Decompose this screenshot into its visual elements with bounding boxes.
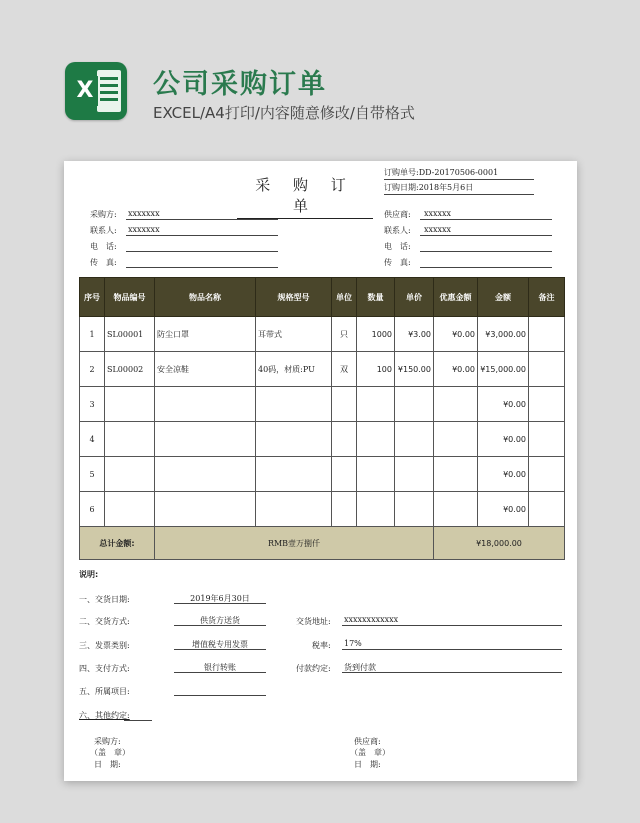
delivery-date-value[interactable]: 2019年6月30日 [190, 594, 250, 603]
cell-unit[interactable] [332, 422, 357, 457]
cell-item-code[interactable]: SL00001 [105, 317, 155, 352]
invoice-type-value[interactable]: 增值税专用发票 [192, 640, 248, 649]
cell-amount[interactable]: ¥0.00 [478, 422, 529, 457]
cell-item-name[interactable] [155, 422, 256, 457]
tax-rate-value[interactable]: 17% [344, 639, 362, 648]
header-item-name: 物品名称 [155, 278, 256, 317]
cell-discount[interactable] [434, 422, 478, 457]
header-discount: 优惠金额 [434, 278, 478, 317]
cell-unit-price[interactable] [395, 457, 434, 492]
buyer-signature-label: 采购方: [94, 737, 121, 746]
cell-quantity[interactable] [357, 457, 395, 492]
table-row [80, 492, 565, 527]
cell-item-code[interactable] [105, 387, 155, 422]
cell-amount[interactable]: ¥0.00 [478, 387, 529, 422]
delivery-address-value[interactable]: xxxxxxxxxxxx [344, 615, 399, 624]
document-title: 采 购 订 单 [237, 174, 373, 219]
buyer-fax-label: 传 真: [90, 258, 117, 267]
cell-unit[interactable]: 双 [332, 352, 357, 387]
payment-terms-value[interactable]: 货到付款 [344, 663, 376, 672]
total-row [80, 527, 565, 560]
payment-method-label: 四、支付方式: [79, 664, 130, 673]
order-date [384, 182, 473, 193]
header-unit-price: 单价 [395, 278, 434, 317]
cell-item-code[interactable] [105, 457, 155, 492]
cell-item-name[interactable] [155, 457, 256, 492]
cell-quantity[interactable] [357, 422, 395, 457]
supplier-signature-label: 供应商: [354, 737, 381, 746]
header-unit: 单位 [332, 278, 357, 317]
cell-index[interactable]: 5 [80, 457, 105, 492]
cell-item-name[interactable] [155, 492, 256, 527]
cell-item-code[interactable]: SL00002 [105, 352, 155, 387]
cell-amount[interactable]: ¥3,000.00 [478, 317, 529, 352]
order-number-value: DD-20170506-0001 [418, 168, 499, 177]
supplier-name-label: 供应商: [384, 210, 411, 219]
cell-quantity[interactable] [357, 492, 395, 527]
cell-unit-price[interactable] [395, 422, 434, 457]
cell-unit-price[interactable] [395, 492, 434, 527]
cell-index[interactable]: 6 [80, 492, 105, 527]
table-row [80, 387, 565, 422]
banner [0, 0, 640, 160]
cell-remark[interactable] [529, 457, 565, 492]
cell-item-code[interactable] [105, 422, 155, 457]
table-row [80, 422, 565, 457]
excel-icon [65, 62, 127, 120]
notes-heading: 说明: [79, 570, 99, 579]
cell-remark[interactable] [529, 387, 565, 422]
total-label: 总计金额: [80, 527, 155, 560]
cell-item-name[interactable] [155, 387, 256, 422]
supplier-fax-label: 传 真: [384, 258, 411, 267]
supplier-seal-label: （盖 章） [350, 748, 390, 757]
header-quantity: 数量 [357, 278, 395, 317]
cell-spec[interactable]: 耳带式 [256, 317, 332, 352]
cell-item-name[interactable]: 安全凉鞋 [155, 352, 256, 387]
cell-unit[interactable]: 只 [332, 317, 357, 352]
cell-discount[interactable]: ¥0.00 [434, 352, 478, 387]
cell-quantity[interactable]: 100 [357, 352, 395, 387]
project-label: 五、所属项目: [79, 687, 130, 696]
other-terms-label: 六、其他约定: [79, 711, 130, 720]
header-item-code: 物品编号 [105, 278, 155, 317]
cell-item-code[interactable] [105, 492, 155, 527]
banner-subtitle: EXCEL/A4打印/内容随意修改/自带格式 [153, 104, 415, 122]
cell-amount[interactable]: ¥0.00 [478, 492, 529, 527]
cell-remark[interactable] [529, 422, 565, 457]
table-row [80, 317, 565, 352]
total-amount-value[interactable]: ¥18,000.00 [434, 527, 565, 560]
buyer-contact-label: 联系人: [90, 226, 117, 235]
cell-unit-price[interactable]: ¥3.00 [395, 317, 434, 352]
table-row [80, 457, 565, 492]
cell-amount[interactable]: ¥15,000.00 [478, 352, 529, 387]
cell-remark[interactable] [529, 352, 565, 387]
cell-index[interactable]: 2 [80, 352, 105, 387]
cell-item-name[interactable]: 防尘口罩 [155, 317, 256, 352]
buyer-date-label: 日 期: [94, 760, 121, 769]
header-index: 序号 [80, 278, 105, 317]
table-header-row [80, 278, 565, 317]
payment-method-value[interactable]: 银行转账 [204, 663, 236, 672]
order-number-label: 订购单号: [384, 168, 419, 177]
supplier-contact-value[interactable]: xxxxxx [424, 225, 452, 234]
total-amount-words[interactable]: RMB壹万捌仟 [155, 527, 434, 560]
invoice-type-label: 三、发票类别: [79, 641, 130, 650]
buyer-seal-label: （盖 章） [90, 748, 130, 757]
cell-unit[interactable] [332, 457, 357, 492]
order-table [79, 277, 565, 560]
buyer-contact-value[interactable]: xxxxxxx [128, 225, 160, 234]
cell-spec[interactable] [256, 457, 332, 492]
excel-letter: X [72, 76, 98, 106]
cell-unit[interactable] [332, 492, 357, 527]
cell-discount[interactable] [434, 387, 478, 422]
cell-spec[interactable] [256, 387, 332, 422]
delivery-address-label: 交货地址: [296, 617, 331, 626]
table-row [80, 352, 565, 387]
supplier-date-label: 日 期: [354, 760, 381, 769]
cell-quantity[interactable] [357, 387, 395, 422]
supplier-phone-label: 电 话: [384, 242, 411, 251]
cell-remark[interactable] [529, 317, 565, 352]
cell-spec[interactable] [256, 422, 332, 457]
cell-spec[interactable]: 40码，材质:PU [256, 352, 332, 387]
payment-terms-label: 付款约定: [296, 664, 331, 673]
delivery-date-label: 一、交货日期: [79, 595, 130, 604]
cell-remark[interactable] [529, 492, 565, 527]
order-number [384, 167, 498, 178]
buyer-name-value[interactable]: xxxxxxx [128, 209, 160, 218]
cell-unit[interactable] [332, 387, 357, 422]
tax-rate-label: 税率: [312, 641, 331, 650]
order-sheet [64, 161, 577, 781]
supplier-contact-label: 联系人: [384, 226, 411, 235]
banner-title: 公司采购订单 [153, 69, 327, 100]
cell-index[interactable]: 3 [80, 387, 105, 422]
buyer-phone-label: 电 话: [90, 242, 117, 251]
cell-spec[interactable] [256, 492, 332, 527]
cell-unit-price[interactable] [395, 387, 434, 422]
cell-discount[interactable]: ¥0.00 [434, 317, 478, 352]
cell-amount[interactable]: ¥0.00 [478, 457, 529, 492]
delivery-method-label: 二、交货方式: [79, 617, 130, 626]
header-amount: 金额 [478, 278, 529, 317]
order-date-value: 2018年5月6日 [418, 183, 474, 192]
cell-index[interactable]: 4 [80, 422, 105, 457]
header-remark: 备注 [529, 278, 565, 317]
cell-discount[interactable] [434, 492, 478, 527]
cell-index[interactable]: 1 [80, 317, 105, 352]
header-spec: 规格型号 [256, 278, 332, 317]
cell-unit-price[interactable]: ¥150.00 [395, 352, 434, 387]
buyer-name-label: 采购方: [90, 210, 117, 219]
delivery-method-value[interactable]: 供货方送货 [200, 616, 240, 625]
cell-quantity[interactable]: 1000 [357, 317, 395, 352]
cell-discount[interactable] [434, 457, 478, 492]
order-date-label: 订购日期: [384, 183, 419, 192]
supplier-name-value[interactable]: xxxxxx [424, 209, 452, 218]
